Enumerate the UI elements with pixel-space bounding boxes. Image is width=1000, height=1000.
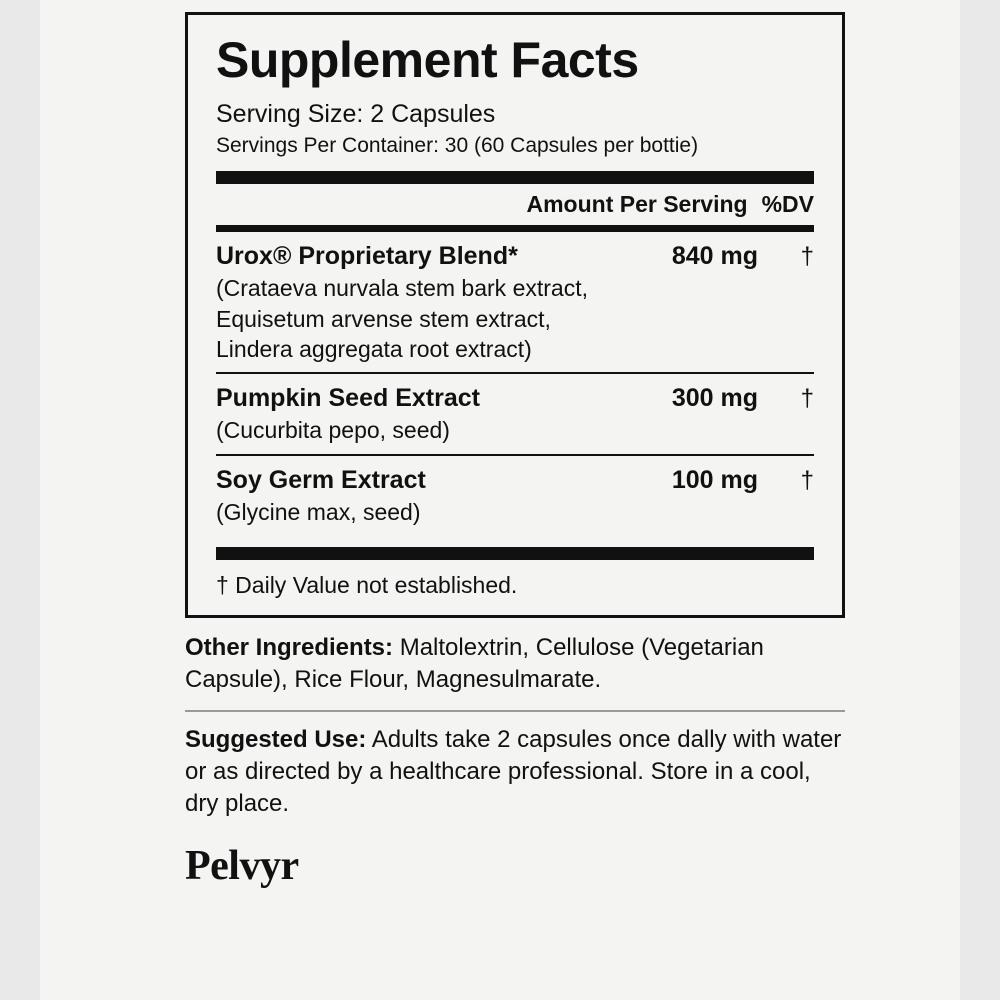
daily-value-label: %DV [761, 191, 814, 218]
nutrient-row [216, 456, 814, 535]
nutrient-amount: 840 mg [671, 242, 758, 271]
nutrient-subingredients [216, 273, 814, 364]
amount-per-serving-label: Amount Per Serving [526, 191, 748, 218]
daily-value-footnote: † Daily Value not established. [216, 572, 518, 599]
other-ingredients [185, 632, 845, 696]
nutrient-dv: † [800, 385, 814, 413]
suggested-use-text: Adults take 2 capsules once dally with water or as directed by a healthcare professional. Store in a cool, dry place. [185, 725, 842, 817]
nutrient-subingredients [216, 497, 814, 527]
amount-per-serving-header [216, 184, 814, 225]
servings-per-container: Servings Per Container: 30 (60 Capsules per bottie) [216, 134, 699, 157]
nutrient-subingredient-line: (Glycine max, seed) [216, 498, 421, 525]
nutrient-name: Pumpkin Seed Extract [216, 384, 480, 413]
label-below-box [185, 618, 845, 890]
nutrient-main-line [216, 466, 814, 495]
nutrient-subingredient-line: (Cucurbita pepo, seed) [216, 417, 450, 444]
supplement-facts-box [185, 12, 845, 618]
nutrient-main-line [216, 384, 814, 413]
nutrient-row [216, 232, 814, 372]
brand-logo: Pelvyr [185, 842, 299, 889]
nutrient-row [216, 374, 814, 453]
nutrient-name: Urox® Proprietary Blend* [216, 242, 518, 271]
divider-thick-top [216, 171, 814, 184]
nutrient-subingredients [216, 415, 814, 445]
other-ingredients-label: Other Ingredients: [185, 634, 394, 662]
nutrient-subingredient-line: (Crataeva nurvala stem bark extract, [216, 275, 588, 302]
nutrient-main-line [216, 242, 814, 271]
label-panel [40, 0, 960, 1000]
other-ingredients-text: Maltolextrin, Cellulose (Vegetarian Capsule), Rice Flour, Magnesulmarate. [185, 634, 764, 693]
divider-thick-bottom [216, 547, 814, 560]
nutrient-subingredient-line: Equisetum arvense stem extract, [216, 305, 551, 332]
nutrient-amount: 100 mg [671, 465, 758, 494]
section-divider [185, 710, 845, 712]
nutrient-subingredient-line: Lindera aggregata root extract) [216, 336, 532, 363]
nutrient-dv: † [800, 466, 814, 494]
nutrient-dv: † [800, 243, 814, 271]
nutrient-name: Soy Germ Extract [216, 465, 426, 494]
suggested-use [185, 724, 845, 820]
label-content [185, 12, 845, 890]
suggested-use-label: Suggested Use: [185, 725, 367, 753]
page-title: Supplement Facts [216, 32, 639, 88]
serving-size: Serving Size: 2 Capsules [216, 100, 496, 128]
divider-medium [216, 225, 814, 232]
nutrient-amount: 300 mg [671, 384, 758, 413]
